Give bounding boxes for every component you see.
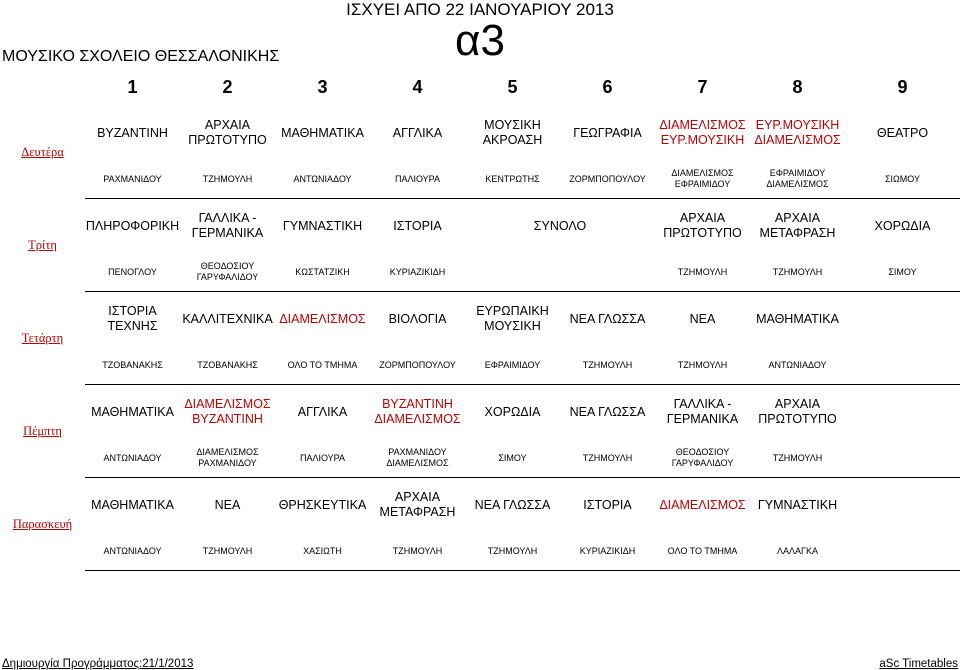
subject-cell: ΜΟΥΣΙΚΗ ΑΚΡΟΑΣΗ [482, 118, 543, 147]
timetable [0, 68, 960, 571]
period-number: 5 [507, 76, 518, 97]
subject-cell: ΑΡΧΑΙΑ ΠΡΩΤΟΤΥΠΟ [758, 397, 837, 426]
teacher-cell: ΠΕΝΟΓΛΟΥ [85, 253, 180, 292]
teacher-cell: ΣΙΜΟΥ [845, 253, 960, 292]
teacher-cell: ΡΑΧΜΑΝΙΔΟΥ [85, 160, 180, 199]
subject-cell: ΓΑΛΛΙΚΑ - ΓΕΡΜΑΝΙΚΑ [666, 397, 739, 426]
subject-cell: ΙΣΤΟΡΙΑ ΤΕΧΝΗΣ [107, 304, 158, 333]
period-number: 9 [897, 76, 908, 97]
subject-cell: ΜΑΘΗΜΑΤΙΚΑ [756, 311, 839, 326]
teacher-cell: ΡΑΧΜΑΝΙΔΟΥ ΔΙΑΜΕΛΙΣΜΟΣ [370, 439, 465, 478]
teacher-cell: ΖΟΡΜΠΟΠΟΥΛΟΥ [560, 160, 655, 199]
subject-cell: ΙΣΤΟΡΙΑ [583, 497, 632, 512]
teacher-cell: ΔΙΑΜΕΛΙΣΜΟΣ ΡΑΧΜΑΝΙΔΟΥ [180, 439, 275, 478]
teacher-row [0, 253, 960, 292]
subject-cell: ΜΑΘΗΜΑΤΙΚΑ [281, 125, 364, 140]
teacher-cell: ΑΝΤΩΝΙΑΔΟΥ [275, 160, 370, 199]
subject-cell [845, 385, 960, 440]
teacher-cell: ΛΑΛΑΓΚΑ [750, 532, 845, 571]
teacher-row [0, 346, 960, 385]
subject-cell: ΜΑΘΗΜΑΤΙΚΑ [91, 404, 174, 419]
subject-cell: ΑΡΧΑΙΑ ΜΕΤΑΦΡΑΣΗ [759, 211, 836, 240]
corner-cell [0, 68, 85, 106]
effective-date: ΙΣΧΥΕΙ ΑΠΟ 22 ΙΑΝΟΥΑΡΙΟΥ 2013 [346, 0, 614, 19]
subject-cell: ΒΥΖΑΝΤΙΝΗ [97, 125, 168, 140]
teacher-cell: ΤΖΗΜΟΥΛΗ [750, 253, 845, 292]
day-name: Πέμπτη [23, 423, 62, 438]
subject-cell: ΔΙΑΜΕΛΙΣΜΟΣ [659, 497, 746, 512]
teacher-cell: ΑΝΤΩΝΙΑΔΟΥ [750, 346, 845, 385]
teacher-cell: ΤΖΗΜΟΥΛΗ [180, 532, 275, 571]
period-number: 4 [412, 76, 423, 97]
teacher-cell: ΟΛΟ ΤΟ ΤΜΗΜΑ [275, 346, 370, 385]
subject-cell: ΧΟΡΩΔΙΑ [484, 404, 541, 419]
school-name: ΜΟΥΣΙΚΟ ΣΧΟΛΕΙΟ ΘΕΣΣΑΛΟΝΙΚΗΣ [2, 48, 280, 65]
day-row [0, 478, 960, 533]
subject-cell: ΑΓΓΛΙΚΑ [392, 125, 443, 140]
subject-cell: ΚΑΛΛΙΤΕΧΝΙΚΑ [182, 311, 273, 326]
teacher-cell: ΤΖΗΜΟΥΛΗ [560, 439, 655, 478]
teacher-cell: ΚΕΝΤΡΩΤΗΣ [465, 160, 560, 199]
subject-cell: ΜΑΘΗΜΑΤΙΚΑ [91, 497, 174, 512]
software-credit: aSc Timetables [879, 658, 958, 670]
period-number: 8 [792, 76, 803, 97]
day-name: Δευτέρα [21, 144, 64, 159]
subject-cell: ΝΕΑ [689, 311, 716, 326]
subject-cell: ΑΡΧΑΙΑ ΠΡΩΤΟΤΥΠΟ [188, 118, 267, 147]
teacher-row [0, 439, 960, 478]
period-number: 6 [602, 76, 613, 97]
teacher-cell: ΠΑΛΙΟΥΡΑ [370, 160, 465, 199]
teacher-cell: ΑΝΤΩΝΙΑΔΟΥ [85, 532, 180, 571]
day-name: Τρίτη [28, 237, 57, 252]
teacher-cell: ΤΖΗΜΟΥΛΗ [655, 253, 750, 292]
teacher-cell: ΤΖΗΜΟΥΛΗ [180, 160, 275, 199]
subject-cell: ΝΕΑ ΓΛΩΣΣΑ [569, 404, 646, 419]
teacher-cell: ΤΖΟΒΑΝΑΚΗΣ [180, 346, 275, 385]
subject-cell: ΔΙΑΜΕΛΙΣΜΟΣ ΕΥΡ.ΜΟΥΣΙΚΗ [659, 118, 746, 147]
subject-cell: ΒΙΟΛΟΓΙΑ [388, 311, 447, 326]
subject-cell: ΔΙΑΜΕΛΙΣΜΟΣ ΒΥΖΑΝΤΙΝΗ [184, 397, 271, 426]
teacher-cell: ΕΦΡΑΙΜΙΔΟΥ [465, 346, 560, 385]
day-name: Παρασκευή [12, 516, 73, 531]
subject-cell: ΣΥΝΟΛΟ [533, 218, 587, 233]
teacher-cell: ΤΖΗΜΟΥΛΗ [465, 532, 560, 571]
teacher-cell [845, 439, 960, 478]
teacher-cell: ΑΝΤΩΝΙΑΔΟΥ [85, 439, 180, 478]
period-header-row [0, 68, 960, 106]
subject-cell: ΑΡΧΑΙΑ ΜΕΤΑΦΡΑΣΗ [379, 490, 456, 519]
subject-cell: ΑΓΓΛΙΚΑ [297, 404, 348, 419]
teacher-row [0, 532, 960, 571]
subject-cell: ΓΥΜΝΑΣΤΙΚΗ [757, 497, 838, 512]
subject-cell: ΧΟΡΩΔΙΑ [874, 218, 931, 233]
teacher-cell [845, 532, 960, 571]
period-number: 2 [222, 76, 233, 97]
teacher-cell [465, 253, 655, 292]
period-number: 7 [697, 76, 708, 97]
teacher-cell: ΖΟΡΜΠΟΠΟΥΛΟΥ [370, 346, 465, 385]
subject-cell: ΘΡΗΣΚΕΥΤΙΚΑ [278, 497, 367, 512]
day-name: Τετάρτη [21, 330, 64, 345]
day-row [0, 199, 960, 254]
subject-cell: ΝΕΑ ΓΛΩΣΣΑ [474, 497, 551, 512]
subject-cell: ΓΑΛΛΙΚΑ - ΓΕΡΜΑΝΙΚΑ [191, 211, 264, 240]
teacher-cell: ΘΕΟΔΟΣΙΟΥ ΓΑΡΥΦΑΛΙΔΟΥ [180, 253, 275, 292]
teacher-cell: ΤΖΗΜΟΥΛΗ [370, 532, 465, 571]
teacher-cell: ΚΥΡΙΑΖΙΚΙΔΗ [370, 253, 465, 292]
period-number: 1 [127, 76, 138, 97]
teacher-cell: ΔΙΑΜΕΛΙΣΜΟΣ ΕΦΡΑΙΜΙΔΟΥ [655, 160, 750, 199]
day-row [0, 385, 960, 440]
subject-cell: ΠΛΗΡΟΦΟΡΙΚΗ [85, 218, 180, 233]
teacher-cell: ΧΑΣΙΩΤΗ [275, 532, 370, 571]
subject-cell: ΕΥΡΩΠΑΙΚΗ ΜΟΥΣΙΚΗ [476, 304, 549, 333]
teacher-row [0, 160, 960, 199]
timetable-body [0, 106, 960, 571]
subject-cell [845, 478, 960, 533]
subject-cell: ΘΕΑΤΡΟ [876, 125, 929, 140]
subject-cell: ΔΙΑΜΕΛΙΣΜΟΣ [279, 311, 366, 326]
teacher-cell: ΕΦΡΑΙΜΙΔΟΥ ΔΙΑΜΕΛΙΣΜΟΣ [750, 160, 845, 199]
teacher-cell: ΤΖΗΜΟΥΛΗ [655, 346, 750, 385]
teacher-cell: ΘΕΟΔΟΣΙΟΥ ΓΑΡΥΦΑΛΙΔΟΥ [655, 439, 750, 478]
subject-cell [845, 292, 960, 347]
day-row [0, 106, 960, 160]
teacher-cell: ΚΩΣΤΑΤΖΙΚΗ [275, 253, 370, 292]
subject-cell: ΑΡΧΑΙΑ ΠΡΩΤΟΤΥΠΟ [663, 211, 742, 240]
subject-cell: ΕΥΡ.ΜΟΥΣΙΚΗ ΔΙΑΜΕΛΙΣΜΟΣ [754, 118, 841, 147]
day-row [0, 292, 960, 347]
subject-cell: ΙΣΤΟΡΙΑ [393, 218, 442, 233]
subject-cell: ΓΥΜΝΑΣΤΙΚΗ [282, 218, 363, 233]
subject-cell: ΝΕΑ [214, 497, 241, 512]
teacher-cell: ΤΖΗΜΟΥΛΗ [560, 346, 655, 385]
subject-cell: ΓΕΩΓΡΑΦΙΑ [573, 125, 642, 140]
created-date: Δημιουργία Προγράμματος:21/1/2013 [2, 658, 194, 670]
teacher-cell: ΟΛΟ ΤΟ ΤΜΗΜΑ [655, 532, 750, 571]
teacher-cell: ΣΙΜΟΥ [465, 439, 560, 478]
subject-cell: ΒΥΖΑΝΤΙΝΗ ΔΙΑΜΕΛΙΣΜΟΣ [374, 397, 461, 426]
teacher-cell: ΤΖΗΜΟΥΛΗ [750, 439, 845, 478]
teacher-cell: ΚΥΡΙΑΖΙΚΙΔΗ [560, 532, 655, 571]
teacher-cell: ΠΑΛΙΟΥΡΑ [275, 439, 370, 478]
subject-cell: ΝΕΑ ΓΛΩΣΣΑ [569, 311, 646, 326]
period-number: 3 [317, 76, 328, 97]
teacher-cell [845, 346, 960, 385]
class-title: α3 [455, 16, 505, 65]
teacher-cell: ΤΖΟΒΑΝΑΚΗΣ [85, 346, 180, 385]
teacher-cell: ΣΙΩΜΟΥ [845, 160, 960, 199]
